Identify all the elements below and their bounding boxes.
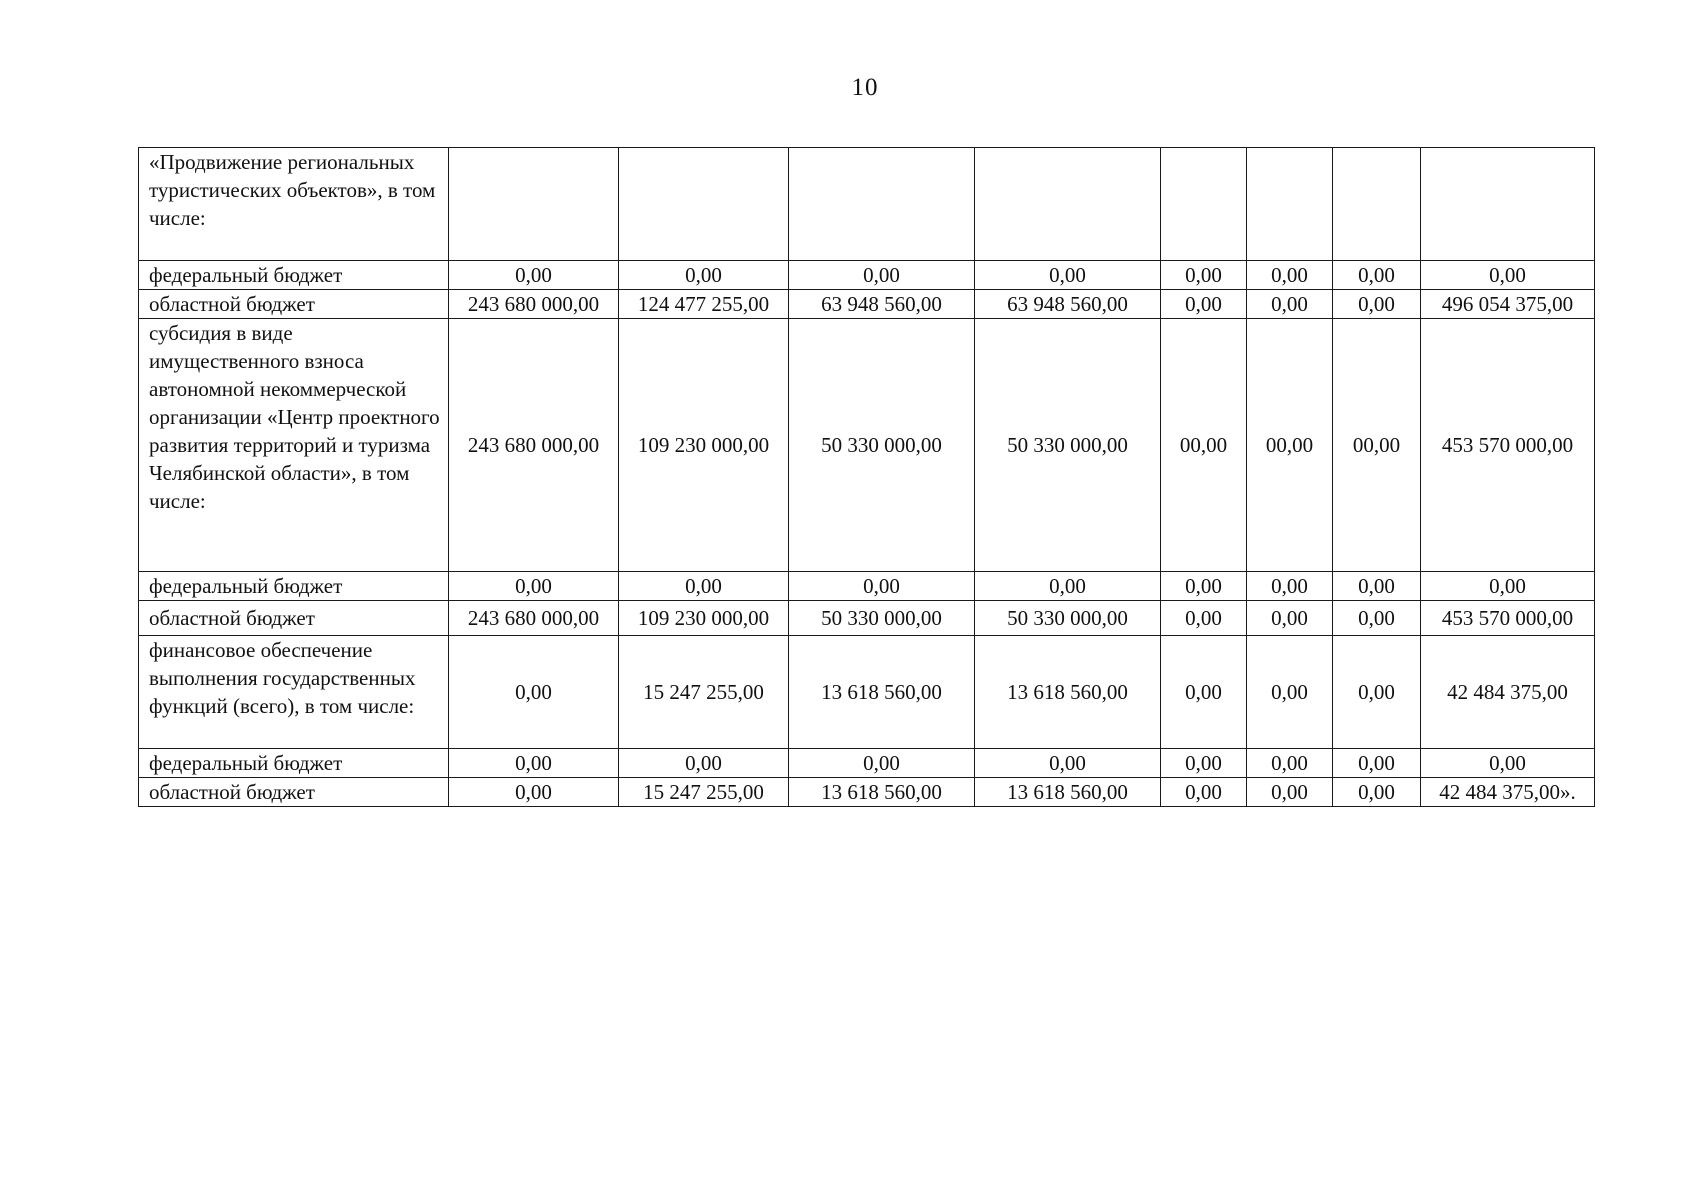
table-cell: 0,00 (789, 572, 975, 601)
table-cell: 0,00 (975, 261, 1161, 290)
table-cell: 0,00 (1161, 636, 1247, 749)
table-row (139, 601, 1595, 636)
table-cell: 0,00 (1247, 261, 1333, 290)
table-cell: 0,00 (789, 749, 975, 778)
table-cell: 13 618 560,00 (789, 778, 975, 807)
table-cell: 00,00 (1247, 319, 1333, 572)
table-cell: 109 230 000,00 (619, 319, 789, 572)
row-label: финансовое обеспечение выполнения государственных функций (всего), в том числе: (139, 636, 449, 749)
table-cell: 0,00 (975, 572, 1161, 601)
table-cell: 243 680 000,00 (449, 601, 619, 636)
row-label: «Продвижение региональных туристических объектов», в том числе: (139, 148, 449, 261)
table-cell: 50 330 000,00 (975, 601, 1161, 636)
page-number: 10 (851, 74, 879, 101)
table-cell: 0,00 (1161, 290, 1247, 319)
table-cell: 42 484 375,00 (1421, 636, 1595, 749)
table-cell: 0,00 (1247, 778, 1333, 807)
table-cell: 0,00 (449, 572, 619, 601)
table-cell: 50 330 000,00 (789, 319, 975, 572)
table-cell: 0,00 (1333, 636, 1421, 749)
table-cell (1247, 148, 1333, 261)
table-cell: 243 680 000,00 (449, 319, 619, 572)
table-cell: 0,00 (1247, 749, 1333, 778)
table-row (139, 290, 1595, 319)
table-cell: 0,00 (449, 778, 619, 807)
table-cell: 0,00 (1333, 261, 1421, 290)
table-row (139, 261, 1595, 290)
table-row (139, 148, 1595, 261)
table-cell: 0,00 (1333, 601, 1421, 636)
table-cell: 0,00 (1247, 572, 1333, 601)
table-cell: 0,00 (449, 261, 619, 290)
table-cell: 0,00 (1161, 601, 1247, 636)
table-cell: 0,00 (449, 749, 619, 778)
table-row (139, 778, 1595, 807)
table-cell: 13 618 560,00 (975, 636, 1161, 749)
row-label: федеральный бюджет (139, 572, 449, 601)
row-label: федеральный бюджет (139, 261, 449, 290)
table-cell: 0,00 (619, 261, 789, 290)
table-cell: 15 247 255,00 (619, 778, 789, 807)
table-cell: 13 618 560,00 (789, 636, 975, 749)
table-cell: 63 948 560,00 (975, 290, 1161, 319)
table-cell: 0,00 (1247, 636, 1333, 749)
table-cell: 0,00 (1161, 261, 1247, 290)
table-cell: 0,00 (1161, 572, 1247, 601)
row-label: федеральный бюджет (139, 749, 449, 778)
table-cell: 15 247 255,00 (619, 636, 789, 749)
table-cell: 0,00 (449, 636, 619, 749)
table-cell: 243 680 000,00 (449, 290, 619, 319)
table-cell: 13 618 560,00 (975, 778, 1161, 807)
table-cell: 0,00 (1333, 749, 1421, 778)
row-label: областной бюджет (139, 290, 449, 319)
table-cell: 00,00 (1161, 319, 1247, 572)
table-row (139, 636, 1595, 749)
table-cell: 0,00 (1333, 572, 1421, 601)
row-label: областной бюджет (139, 778, 449, 807)
table-row (139, 319, 1595, 572)
table-cell: 0,00 (1247, 290, 1333, 319)
table-cell (449, 148, 619, 261)
table-cell: 0,00 (1247, 601, 1333, 636)
table-cell: 124 477 255,00 (619, 290, 789, 319)
table-cell: 0,00 (789, 261, 975, 290)
table-cell: 0,00 (1421, 749, 1595, 778)
table-cell (619, 148, 789, 261)
table-cell: 0,00 (619, 749, 789, 778)
table-cell: 0,00 (1333, 290, 1421, 319)
table-cell: 0,00 (1421, 572, 1595, 601)
table-cell: 42 484 375,00». (1421, 778, 1595, 807)
table-cell: 453 570 000,00 (1421, 319, 1595, 572)
table-cell (1333, 148, 1421, 261)
table-cell: 50 330 000,00 (789, 601, 975, 636)
row-label: областной бюджет (139, 601, 449, 636)
table-cell (1421, 148, 1595, 261)
table-cell: 63 948 560,00 (789, 290, 975, 319)
table-cell: 00,00 (1333, 319, 1421, 572)
table-cell: 0,00 (1161, 749, 1247, 778)
table-cell: 0,00 (1161, 778, 1247, 807)
table-cell: 0,00 (1333, 778, 1421, 807)
budget-table (138, 147, 1595, 807)
table-cell: 0,00 (619, 572, 789, 601)
table-cell: 0,00 (1421, 261, 1595, 290)
row-label: субсидия в виде имущественного взноса автономной некоммерческой организации «Центр проектного развития территорий и туризма Челябинской области», в том числе: (139, 319, 449, 572)
table-cell: 453 570 000,00 (1421, 601, 1595, 636)
table-cell (1161, 148, 1247, 261)
table-cell: 109 230 000,00 (619, 601, 789, 636)
table-cell (789, 148, 975, 261)
table-cell: 0,00 (975, 749, 1161, 778)
table-cell: 496 054 375,00 (1421, 290, 1595, 319)
table-row (139, 572, 1595, 601)
table-row (139, 749, 1595, 778)
table-cell: 50 330 000,00 (975, 319, 1161, 572)
table-cell (975, 148, 1161, 261)
